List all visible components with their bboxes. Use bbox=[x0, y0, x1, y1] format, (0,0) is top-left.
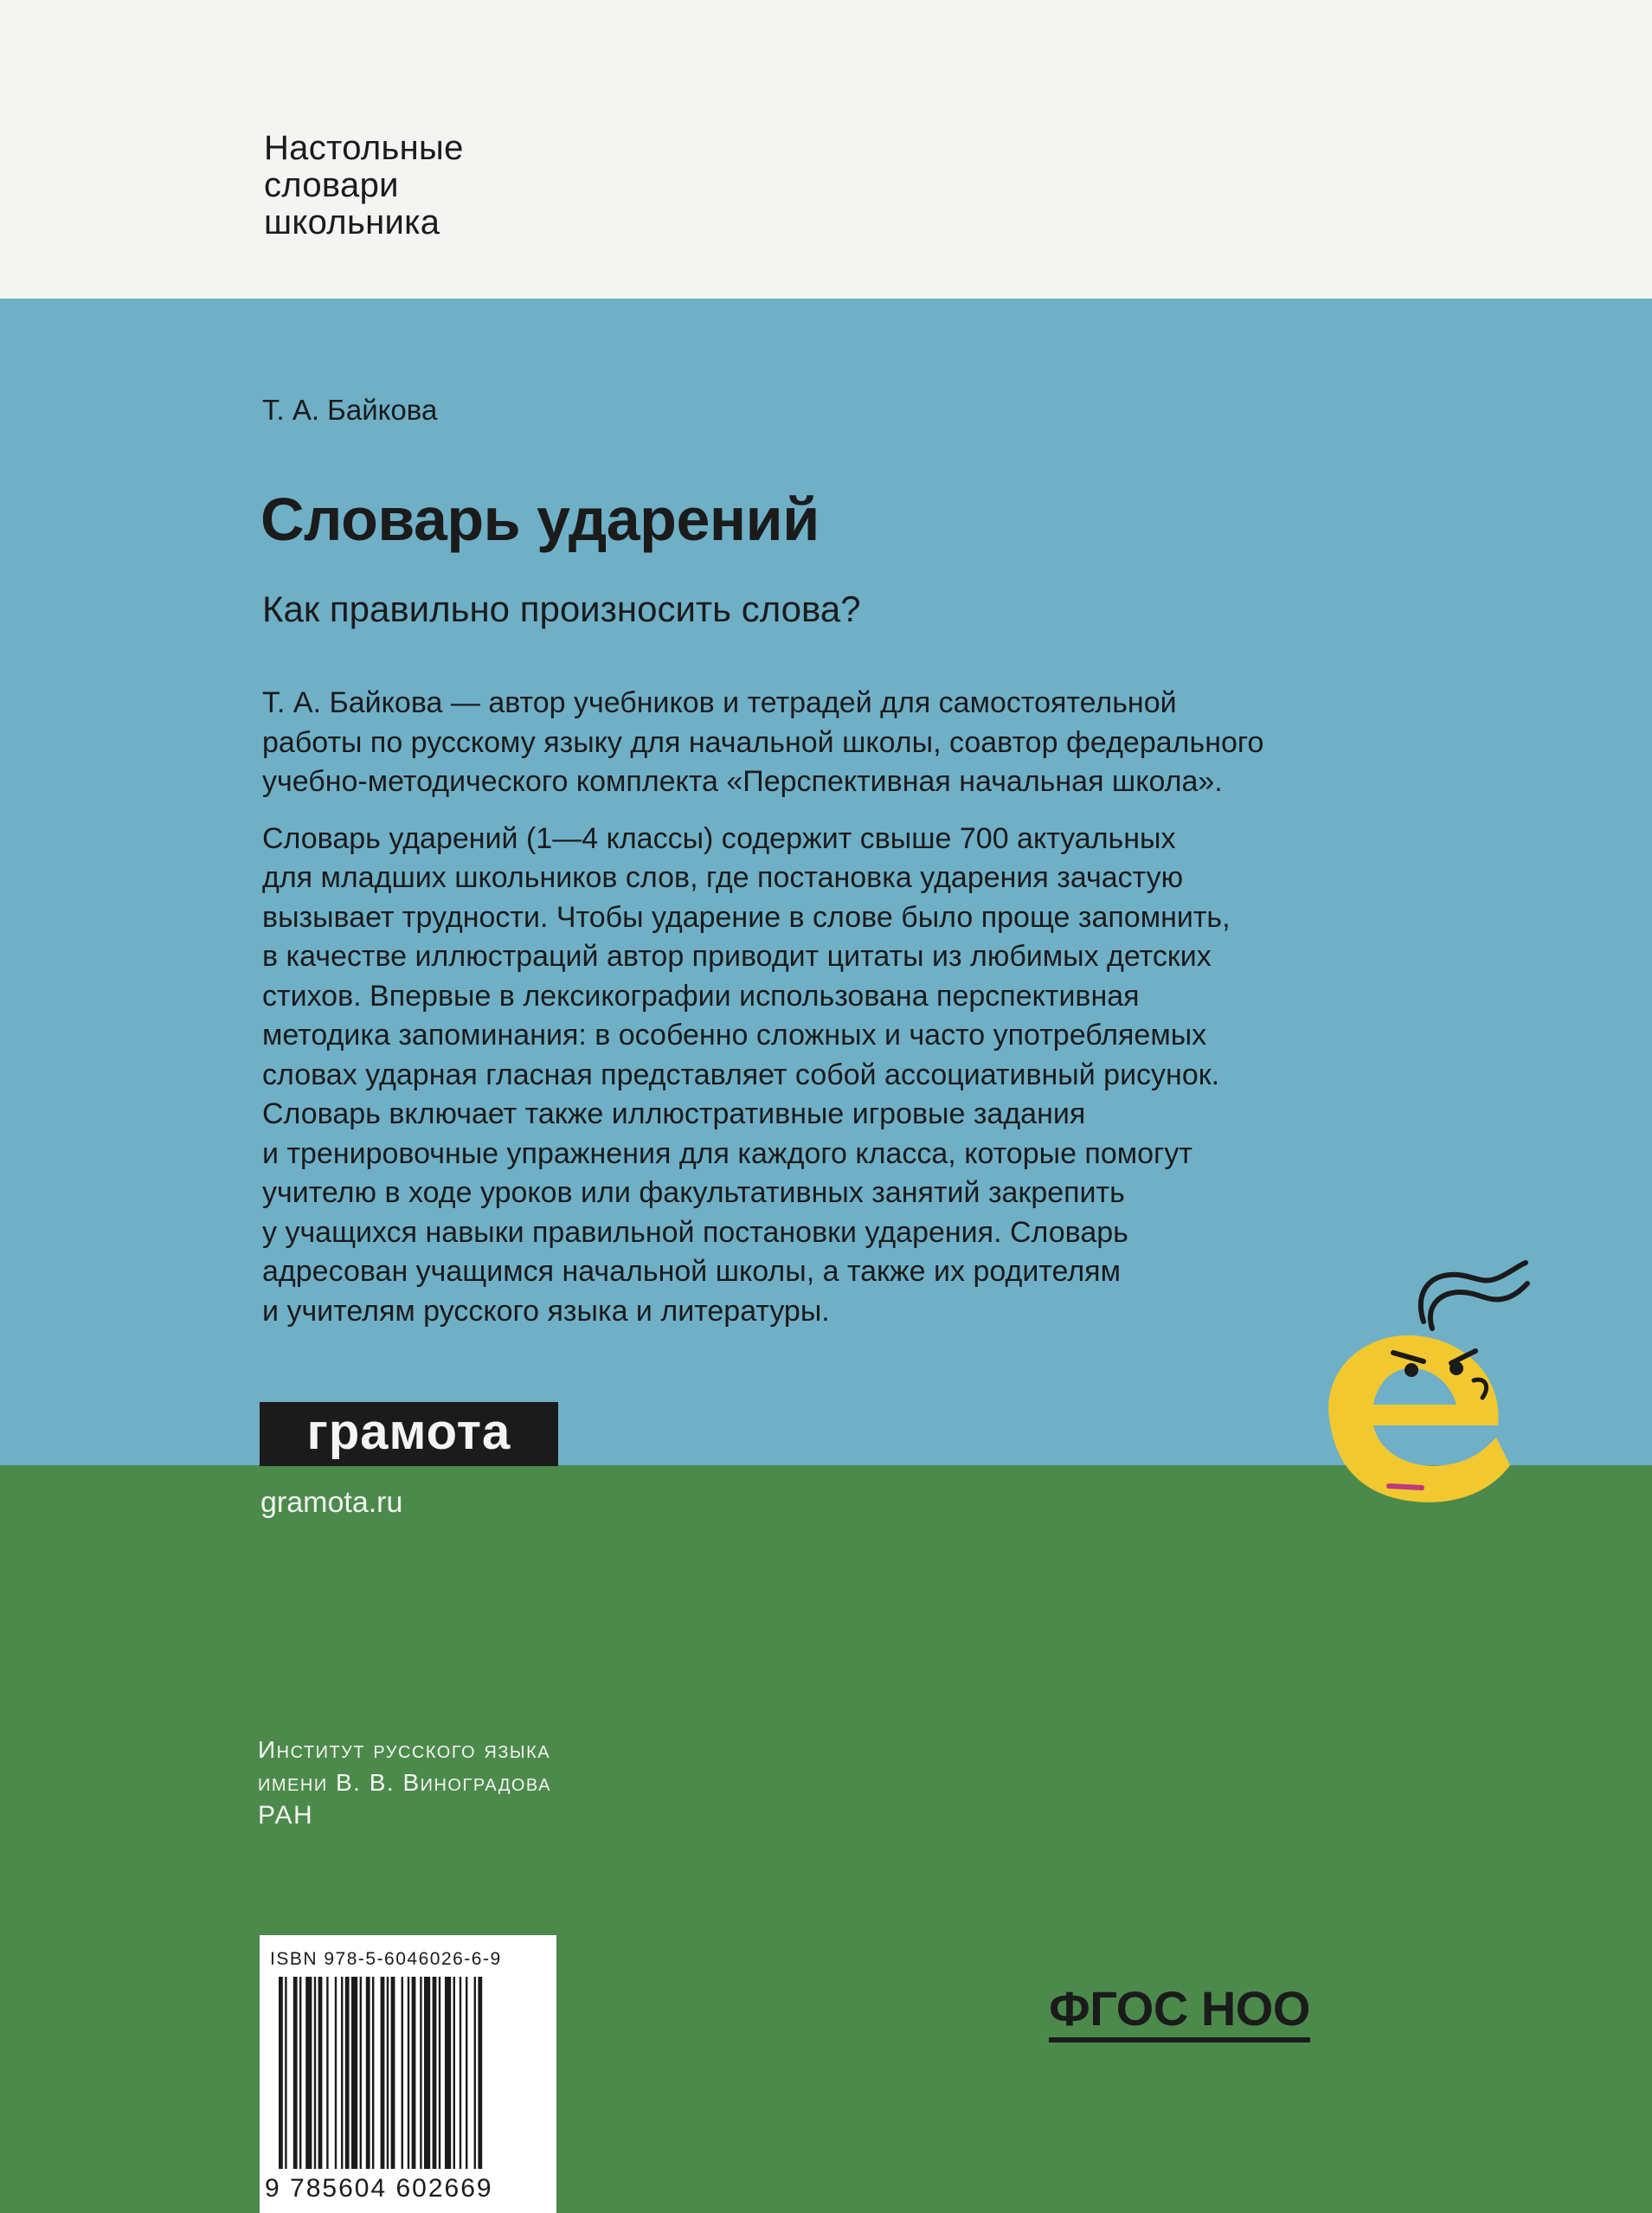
barcode-bar bbox=[387, 1977, 389, 2169]
barcode-bar bbox=[391, 1977, 395, 2169]
para2-line: Словарь ударений (1—4 классы) содержит свыше 700 актуальных bbox=[262, 821, 1176, 855]
barcode-bar bbox=[453, 1977, 455, 2169]
series-title bbox=[264, 130, 464, 241]
para2-line: и тренировочные упражнения для каждого класса, которые помогут bbox=[262, 1136, 1193, 1170]
barcode-bar bbox=[314, 1977, 316, 2169]
para2-line: словах ударная гласная представляет собой ассоциативный рисунок. bbox=[262, 1058, 1220, 1091]
barcode-bar bbox=[351, 1977, 357, 2169]
barcode-bar bbox=[466, 1977, 467, 2169]
barcode-bar bbox=[341, 1977, 343, 2169]
barcode-bar bbox=[478, 1977, 482, 2169]
barcode-bar bbox=[424, 1977, 430, 2169]
barcode-bar bbox=[402, 1977, 403, 2169]
barcode-digits: 9 785604 602669 bbox=[265, 2174, 493, 2203]
institute-line-2: имени В. В. Виноградова bbox=[258, 1769, 551, 1796]
barcode-bar bbox=[335, 1977, 337, 2169]
barcode-bar bbox=[460, 1977, 461, 2169]
publisher-logo: грамота bbox=[260, 1402, 558, 1466]
para1-line: Т. А. Байкова — автор учебников и тетрадей для самостоятельной bbox=[262, 686, 1177, 719]
isbn-text: ISBN 978-5-6046026-6-9 bbox=[270, 1949, 502, 1969]
series-line-1: Настольные bbox=[264, 129, 464, 167]
para1-line: учебно-методического комплекта «Перспективная начальная школа». bbox=[262, 765, 1223, 798]
institute-line-3: РАН bbox=[258, 1801, 314, 1830]
barcode-bar bbox=[318, 1977, 323, 2169]
barcode-box bbox=[260, 1935, 556, 2213]
book-subtitle: Как правильно произносить слова? bbox=[262, 589, 861, 629]
barcode-bar bbox=[474, 1977, 476, 2169]
barcode-bar bbox=[366, 1977, 370, 2169]
barcode-bar bbox=[433, 1977, 437, 2169]
institute-line-1: Институт русского языка bbox=[258, 1736, 551, 1763]
barcode-bar bbox=[445, 1977, 451, 2169]
barcode-bar bbox=[420, 1977, 421, 2169]
barcode-bar bbox=[293, 1977, 298, 2169]
series-line-2: словари bbox=[264, 166, 399, 204]
angry-yo-letter-icon bbox=[1311, 1259, 1532, 1515]
barcode-bar bbox=[360, 1977, 362, 2169]
barcode-bar bbox=[439, 1977, 440, 2169]
barcode-bar bbox=[408, 1977, 409, 2169]
para2-line: вызывает трудности. Чтобы ударение в слове было проще запомнить, bbox=[262, 900, 1231, 934]
barcode-bars bbox=[279, 1977, 538, 2169]
barcode-bar bbox=[412, 1977, 416, 2169]
bottom-band bbox=[0, 1465, 1652, 2213]
barcode-bar bbox=[381, 1977, 385, 2169]
fgos-badge: ФГОС НОО bbox=[1049, 1980, 1310, 2043]
barcode-bar bbox=[279, 1977, 283, 2169]
para2-line: адресован учащимся начальной школы, а также их родителям bbox=[262, 1255, 1121, 1288]
description bbox=[262, 684, 1474, 1331]
publisher-site: gramota.ru bbox=[260, 1486, 403, 1519]
barcode-bar bbox=[305, 1977, 312, 2169]
institute-name bbox=[258, 1734, 551, 1832]
barcode-bar bbox=[372, 1977, 374, 2169]
para2-line: и учителям русского языка и литературы. bbox=[262, 1294, 830, 1328]
para2-line: у учащихся навыки правильной постановки ударения. Словарь bbox=[262, 1215, 1128, 1249]
series-line-3: школьника bbox=[264, 203, 440, 241]
para1-line: работы по русскому языку для начальной школы, соавтор федерального bbox=[262, 725, 1264, 759]
para2-line: учителю в ходе уроков или факультативных занятий закрепить bbox=[262, 1176, 1125, 1209]
para2-line: стихов. Впервые в лексикографии использована перспективная bbox=[262, 979, 1140, 1013]
para2-line: для младших школьников слов, где постановка ударения зачастую bbox=[262, 861, 1184, 894]
barcode-bar bbox=[326, 1977, 328, 2169]
author-name: Т. А. Байкова bbox=[262, 394, 438, 426]
barcode-bar bbox=[299, 1977, 301, 2169]
para2-line: Словарь включает также иллюстративные игровые задания bbox=[262, 1097, 1086, 1130]
top-band bbox=[0, 0, 1652, 299]
barcode-bar bbox=[345, 1977, 350, 2169]
barcode-bar bbox=[285, 1977, 286, 2169]
para2-line: методика запоминания: в особенно сложных и часто употребляемых bbox=[262, 1019, 1207, 1052]
para2-line: в качестве иллюстраций автор приводит цитаты из любимых детских bbox=[262, 940, 1212, 973]
book-title: Словарь ударений bbox=[260, 486, 820, 553]
